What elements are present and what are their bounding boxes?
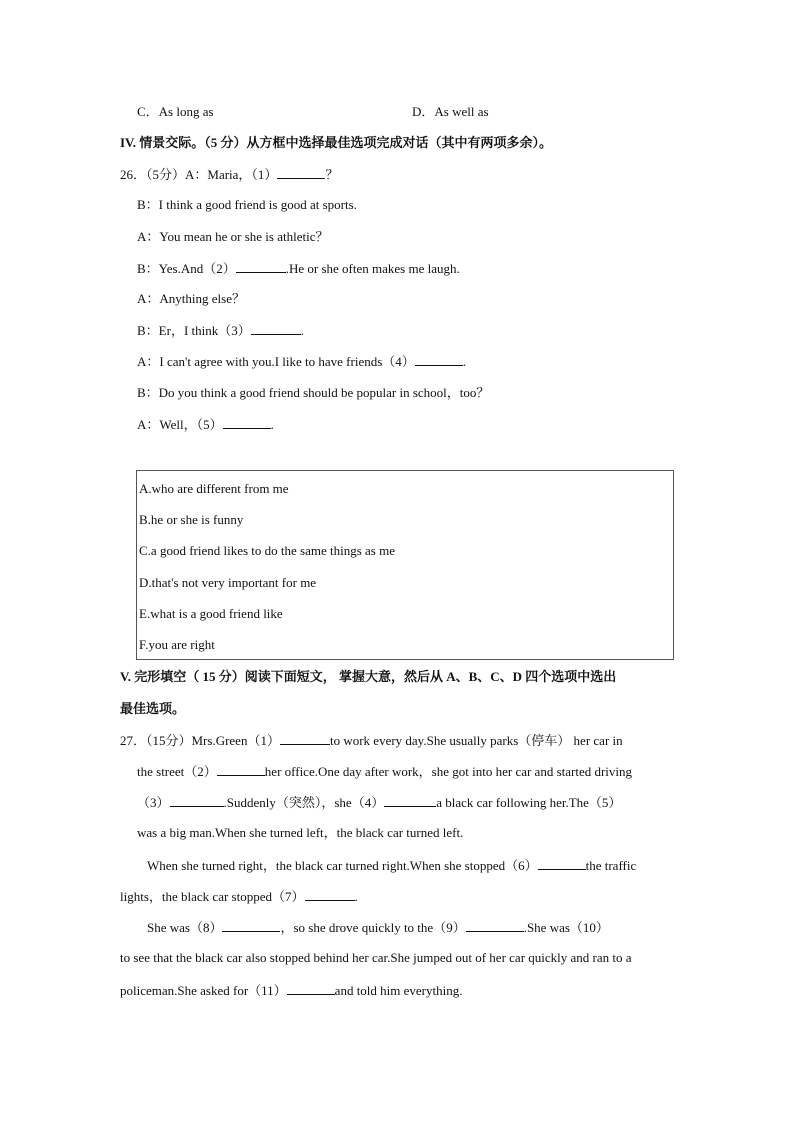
q26-tail: .He or she often makes me laugh. <box>285 261 460 276</box>
q27-text: a black car following her.The（5） <box>436 795 622 810</box>
q26-text: A：I can't agree with you.I like to have friends（4） <box>137 354 415 369</box>
q27-text: . <box>354 889 358 904</box>
q26-line-2: B：I think a good friend is good at sports. <box>137 197 357 212</box>
q26-line-6 <box>137 322 304 339</box>
q26-line-4 <box>137 260 460 277</box>
option-e: E.what is a good friend like <box>139 606 283 621</box>
q26-line-7 <box>137 353 466 370</box>
blank <box>415 353 463 366</box>
blank <box>223 416 271 429</box>
blank <box>251 322 301 335</box>
q27-text: lights，the black car stopped（7） <box>120 889 305 904</box>
q27-text: the traffic <box>585 858 637 873</box>
q27-text: .Suddenly（突然），she（4） <box>223 795 385 810</box>
q27-line-1 <box>120 732 623 749</box>
q26-text: A：Well，（5） <box>137 417 223 432</box>
option-d: D.that's not very important for me <box>139 575 317 590</box>
q27-line-4: was a big man.When she turned left，the black car turned left. <box>137 825 464 840</box>
q27-text: When she turned right，the black car turned right.When she stopped（6） <box>147 858 538 873</box>
q27-text: 27．（15分）Mrs.Green（1） <box>120 733 280 748</box>
option-a: A.who are different from me <box>139 481 289 496</box>
options-box <box>136 470 674 660</box>
blank <box>538 857 586 870</box>
blank <box>280 732 330 745</box>
q27-text: to work every day.She usually parks（停车） her car in <box>329 733 623 748</box>
q26-text: 26．（5分）A：Maria，（1） <box>120 167 278 182</box>
q27-line-2 <box>137 763 632 780</box>
q26-line-1 <box>120 166 338 183</box>
q27-text: ，so she drove quickly to the（9） <box>280 920 466 935</box>
q27-line-5 <box>147 857 636 874</box>
option-c: C.a good friend likes to do the same things as me <box>139 543 395 558</box>
q27-text: and told him everything. <box>334 983 463 998</box>
q27-line-6 <box>120 888 358 905</box>
q27-line-7 <box>147 919 609 936</box>
q26-tail: . <box>300 323 304 338</box>
section-5-heading-cont: 最佳选项。 <box>120 701 186 716</box>
option-b: B.he or she is funny <box>139 512 244 527</box>
q27-text: .She was（10） <box>523 920 609 935</box>
q27-line-8: to see that the black car also stopped behind her car.She jumped out of her car quickly and ran to a <box>120 950 632 965</box>
blank <box>277 166 325 179</box>
blank <box>287 982 335 995</box>
blank <box>170 794 224 807</box>
section-5-heading: V. 完形填空（ 15 分）阅读下面短文， 掌握大意，然后从 A、B、C、D 四个选项中选出 <box>120 669 617 684</box>
q26-line-8: B：Do you think a good friend should be popular in school，too？ <box>137 385 490 400</box>
q27-text: She was（8） <box>147 920 223 935</box>
q26-line-5: A：Anything else？ <box>137 291 245 306</box>
q27-text: policeman.She asked for（11） <box>120 983 287 998</box>
q27-line-3 <box>137 794 621 811</box>
q26-text: B：Er，I think（3） <box>137 323 251 338</box>
q27-line-9 <box>120 982 462 999</box>
blank <box>466 919 524 932</box>
q27-text: the street（2） <box>137 764 217 779</box>
q26-tail: . <box>270 417 274 432</box>
q26-tail: . <box>462 354 467 369</box>
q27-text: （3） <box>137 795 170 810</box>
option-c-prev: C．As long as <box>137 104 214 119</box>
q26-line-3: A：You mean he or she is athletic？ <box>137 229 329 244</box>
blank <box>217 763 265 776</box>
blank <box>236 260 286 273</box>
q27-text: her office.One day after work，she got into her car and started driving <box>264 764 633 779</box>
q26-tail: ？ <box>325 167 339 182</box>
q26-line-9 <box>137 416 274 433</box>
option-f: F.you are right <box>139 637 215 652</box>
blank <box>305 888 355 901</box>
blank <box>384 794 436 807</box>
section-4-heading: IV. 情景交际。（5 分）从方框中选择最佳选项完成对话（其中有两项多余）。 <box>120 135 553 150</box>
q26-text: B：Yes.And（2） <box>137 261 236 276</box>
blank <box>222 919 280 932</box>
option-d-prev: D．As well as <box>412 104 489 119</box>
